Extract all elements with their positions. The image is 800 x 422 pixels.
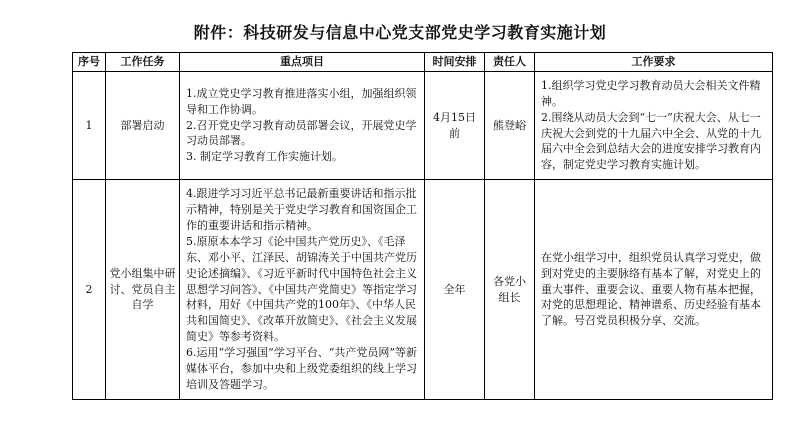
cell-items (180, 72, 425, 180)
cell-reqs (535, 72, 773, 180)
cell-owner: 各党小组长 (485, 180, 535, 400)
plan-table (72, 52, 773, 400)
item-line: 3. 制定学习教育工作实施计划。 (186, 150, 343, 164)
header-items: 重点项目 (180, 53, 425, 72)
header-no: 序号 (73, 53, 106, 72)
cell-no: 2 (73, 180, 106, 400)
cell-time: 4月15日前 (425, 72, 485, 180)
header-task: 工作任务 (106, 53, 180, 72)
table-row (73, 72, 773, 180)
cell-task: 党小组集中研讨、党员自主自学 (106, 180, 180, 400)
table-row (73, 180, 773, 400)
header-time: 时间安排 (425, 53, 485, 72)
req-line: 1.组织学习党史学习教育动员大会相关文件精神。 (541, 78, 761, 108)
req-line: 2.围绕从动员大会到“七一”庆祝大会、从七一庆祝大会到党的十九届六中全会、从党的十九届六中全会到总结大会的进度安排学习教育内容，制定党史学习教育实施计划。 (541, 110, 761, 172)
item-line: 6.运用“学习强国”学习平台、“共产党员网”等新媒体平台，参加中央和上级党委组织的线上学习培训及答题学习。 (186, 346, 417, 392)
cell-time: 全年 (425, 180, 485, 400)
item-line: 5.原原本本学习《论中国共产党历史》、《毛泽东、邓小平、江泽民、胡锦涛关于中国共产党历史论述摘编》、《习近平新时代中国特色社会主义思想学习问答》、《中国共产党简史》等指定学习材料，用好《中国共产党的100年》、《中华人民共和国简史》、《改革开放简史》、《社会主义发展简史》等参考资料。 (186, 234, 417, 344)
table-header-row (73, 53, 773, 72)
cell-owner: 熊登峪 (485, 72, 535, 180)
cell-no: 1 (73, 72, 106, 180)
item-line: 1.成立党史学习教育推进落实小组，加强组织领导和工作协调。 (186, 86, 417, 116)
header-reqs: 工作要求 (535, 53, 773, 72)
req-line: 在党小组学习中，组织党员认真学习党史，做到对党史的主要脉络有基本了解，对党史上的重大事件、重要会议、重要人物有基本把握，对党的思想理论、精神谱系、历史经验有基本了解。号召党员积极分享、交流。 (541, 250, 761, 328)
cell-reqs (535, 180, 773, 400)
item-line: 4.跟进学习习近平总书记最新重要讲话和指示批示精神，特别是关于党史学习教育和国资国企工作的重要讲话和指示精神。 (186, 186, 417, 232)
header-owner: 责任人 (485, 53, 535, 72)
cell-task: 部署启动 (106, 72, 180, 180)
document-title: 附件：科技研发与信息中心党支部党史学习教育实施计划 (193, 23, 607, 42)
cell-items (180, 180, 425, 400)
item-line: 2.召开党史学习教育动员部署会议，开展党史学习动员部署。 (186, 118, 417, 148)
